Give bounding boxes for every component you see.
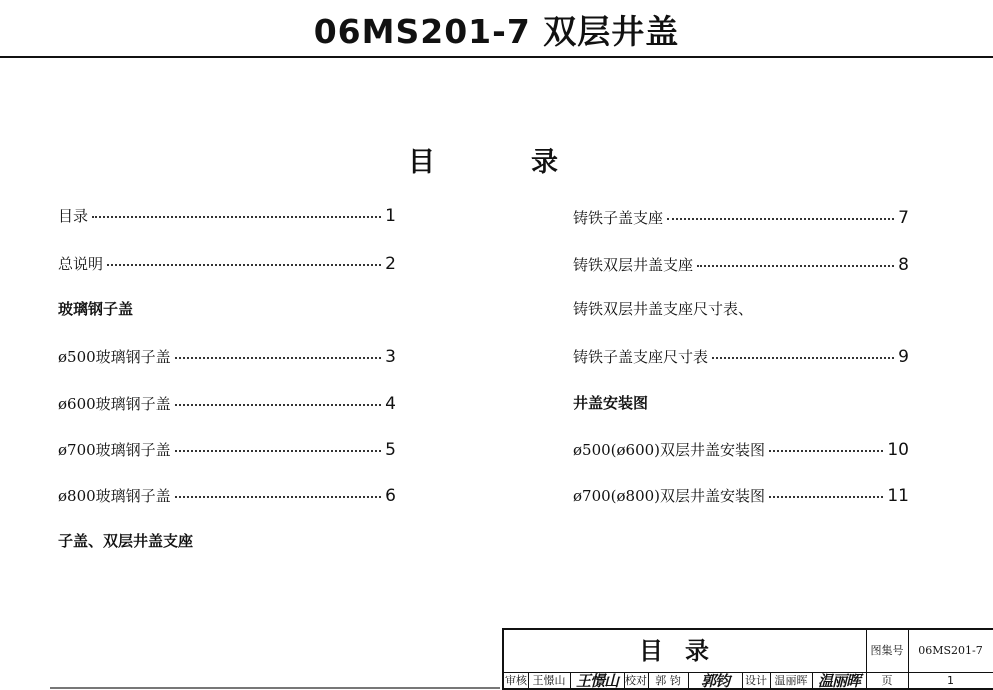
toc-heading-right: 录 [531,147,558,178]
toc-section-heading: 玻璃钢子盖 [58,300,134,318]
toc-section-heading: 井盖安装图 [573,394,649,412]
toc-entry[interactable] [573,254,909,275]
toc-entry-page: 11 [887,486,909,506]
leader-dots [175,357,382,359]
toc-entry[interactable] [58,393,396,414]
toc-entry-label: ø800玻璃钢子盖 [58,487,171,505]
leader-dots [769,496,883,498]
title-block-signature-row [504,672,993,690]
toc-entry-page: 3 [385,347,396,367]
toc-entry[interactable] [58,439,396,460]
designer-signature: 温丽晖 [812,672,867,690]
toc-entry-page: 5 [385,440,396,460]
atlas-number-value: 06MS201-7 [918,644,983,657]
toc-heading-left: 目 [408,147,435,178]
toc-entry[interactable] [573,485,909,506]
toc-entry-label: ø500(ø600)双层井盖安装图 [573,441,766,459]
designer-name: 温丽晖 [770,672,813,690]
leader-dots [769,450,883,452]
toc-entry-page: 9 [898,347,909,367]
title-block-title: 目录 [504,630,867,672]
check-label: 校对 [624,672,649,690]
checker-signature: 郭钧 [688,672,743,690]
checker-name: 郭 钧 [648,672,689,690]
toc-entry-label-continued: 铸铁双层井盖支座尺寸表、 [573,300,754,318]
leader-dots [175,450,382,452]
leader-dots [175,496,382,498]
toc-entry-label: ø500玻璃钢子盖 [58,348,171,366]
toc-entry[interactable] [58,205,396,226]
toc-entry-label: ø700玻璃钢子盖 [58,441,171,459]
toc-entry-label: 铸铁双层井盖支座 [573,256,694,274]
design-label: 设计 [742,672,771,690]
toc-entry[interactable] [58,485,396,506]
review-label: 审核 [504,672,529,690]
toc-entry[interactable] [573,207,909,228]
title-underline [0,56,993,58]
page-number: 1 [947,674,954,687]
toc-entry-page: 2 [385,254,396,274]
toc-entry[interactable] [573,346,909,367]
toc-entry-label: 目录 [58,207,89,225]
toc-entry-label: 铸铁子盖支座 [573,209,664,227]
leader-dots [697,265,894,267]
page-label: 页 [866,672,909,690]
toc-entry-page: 10 [887,440,909,460]
atlas-number-label: 图集号 [866,630,909,672]
leader-dots [92,216,381,218]
leader-dots [175,404,382,406]
toc-entry-label: ø600玻璃钢子盖 [58,395,171,413]
toc-entry[interactable] [573,439,909,460]
toc-entry-page: 7 [898,208,909,228]
bottom-border-line [50,687,500,689]
toc-entry-page: 8 [898,255,909,275]
toc-entry-page: 1 [385,206,396,226]
toc-entry-page: 6 [385,486,396,506]
toc-entry-label: 总说明 [58,255,104,273]
leader-dots [667,218,894,220]
document-title: 06MS201-7 双层井盖 [313,12,680,51]
toc-entry[interactable] [58,346,396,367]
reviewer-signature: 王憬山 [570,672,625,690]
toc-section-heading: 子盖、双层井盖支座 [58,532,194,550]
title-block [502,628,993,690]
reviewer-name: 王憬山 [528,672,571,690]
toc-entry-label: ø700(ø800)双层井盖安装图 [573,487,766,505]
leader-dots [107,264,381,266]
leader-dots [712,357,894,359]
title-block-header-row [504,630,993,673]
toc-entry[interactable] [58,253,396,274]
toc-entry-label: 铸铁子盖支座尺寸表 [573,348,709,366]
toc-entry-page: 4 [385,394,396,414]
